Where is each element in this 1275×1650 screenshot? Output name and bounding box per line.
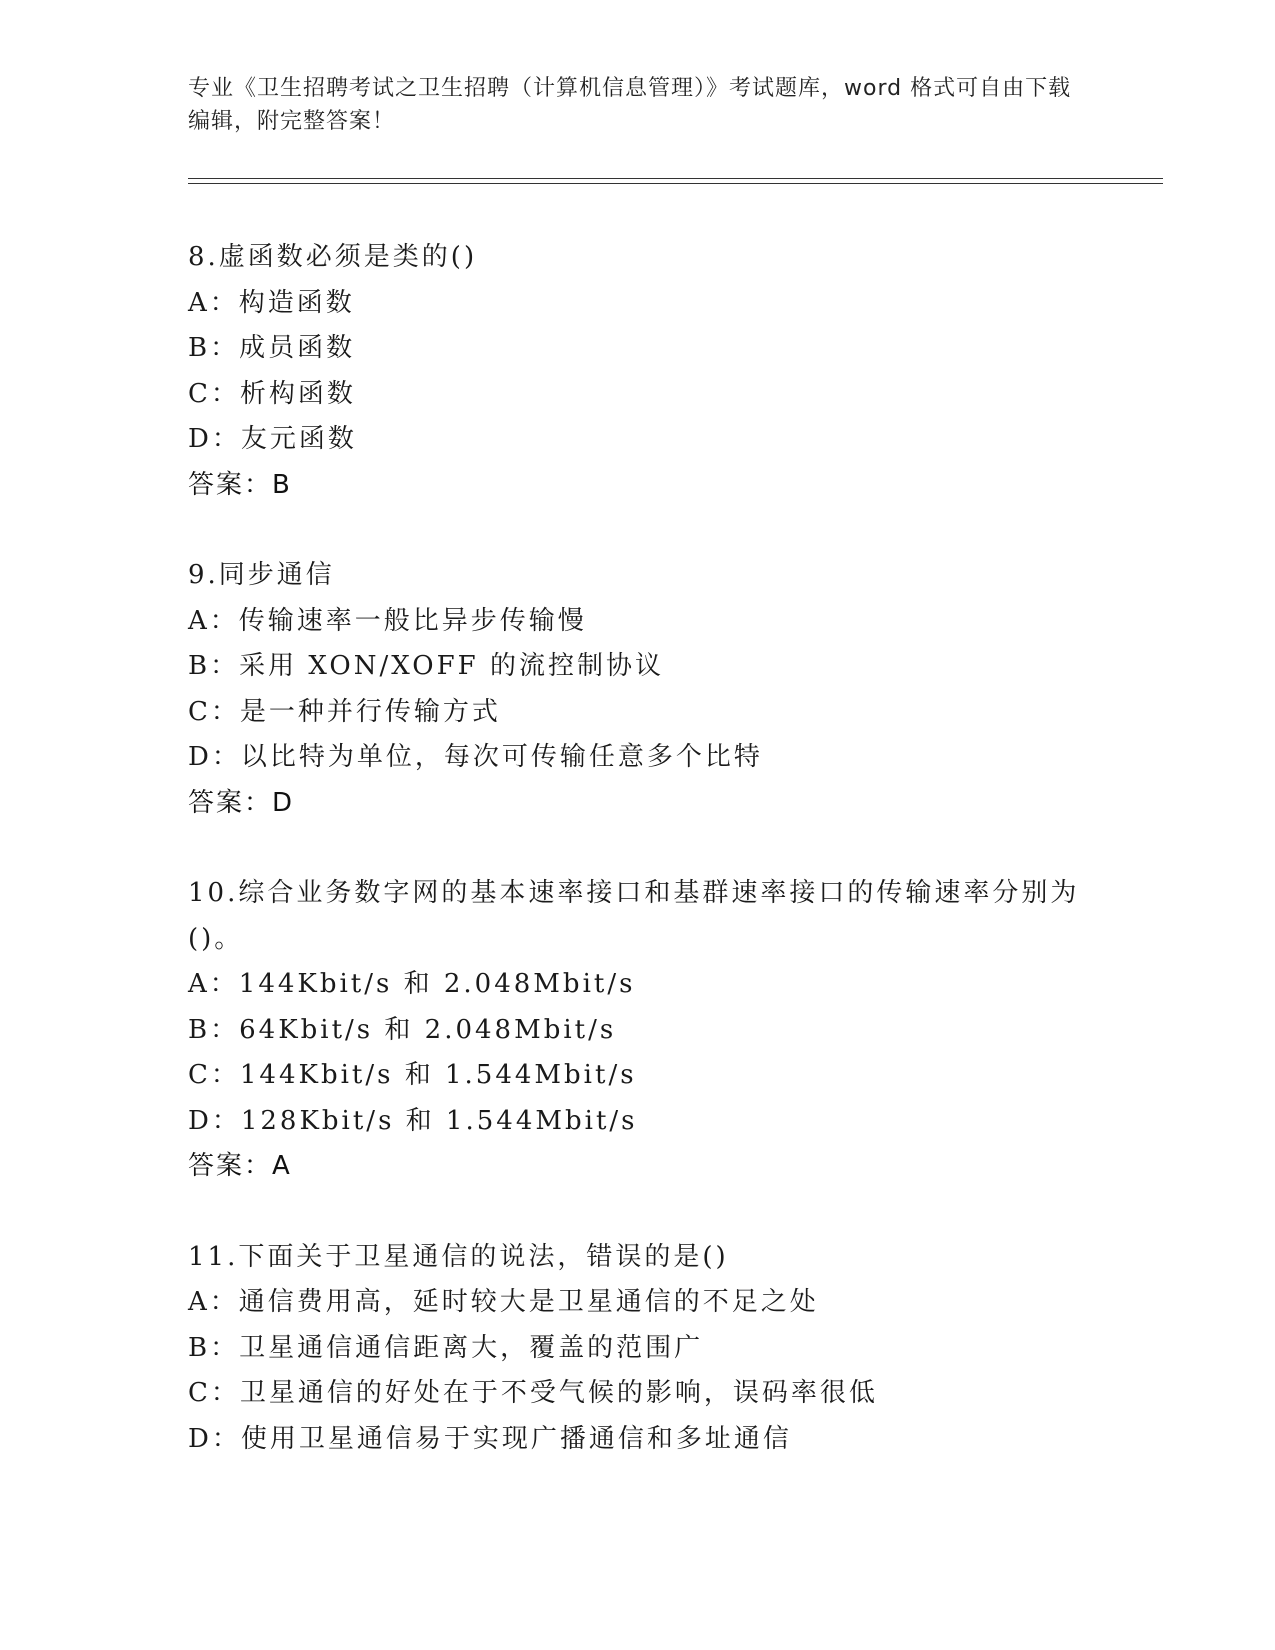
answer-line: 答案：B [188, 469, 292, 500]
option-a: A：通信费用高，延时较大是卫星通信的不足之处 [188, 1287, 819, 1317]
question-11 [188, 1235, 1168, 1463]
question-stem: 11.下面关于卫星通信的说法，错误的是() [188, 1241, 729, 1272]
option-a: A：构造函数 [188, 287, 355, 318]
question-stem: 9.同步通信 [188, 560, 335, 590]
option-d: D：友元函数 [188, 424, 357, 454]
question-stem: 8.虚函数必须是类的() [188, 242, 478, 272]
option-b: B：64Kbit/s 和 2.048Mbit/s [188, 1014, 617, 1045]
question-stem: 10.综合业务数字网的基本速率接口和基群速率接口的传输速率分别为()。 [188, 878, 1080, 954]
question-9 [188, 553, 1168, 826]
option-c: C：是一种并行传输方式 [188, 696, 501, 727]
document-intro: 专业《卫生招聘考试之卫生招聘（计算机信息管理）》考试题库，word 格式可自由下载编辑，附完整答案！ [188, 76, 1072, 134]
header-divider-top [188, 178, 1163, 179]
option-d: D：128Kbit/s 和 1.544Mbit/s [188, 1105, 638, 1136]
question-list [188, 235, 1168, 1507]
option-c: C：卫星通信的好处在于不受气候的影响，误码率很低 [188, 1378, 878, 1408]
option-a: A：传输速率一般比异步传输慢 [188, 605, 587, 636]
answer-line: 答案：A [188, 1151, 292, 1181]
option-a: A：144Kbit/s 和 2.048Mbit/s [188, 969, 636, 999]
option-c: C：144Kbit/s 和 1.544Mbit/s [188, 1060, 637, 1090]
option-d: D：使用卫星通信易于实现广播通信和多址通信 [188, 1423, 792, 1454]
option-b: B：采用 XON/XOFF 的流控制协议 [188, 651, 664, 681]
option-b: B：成员函数 [188, 333, 356, 363]
option-c: C：析构函数 [188, 378, 356, 409]
option-d: D：以比特为单位，每次可传输任意多个比特 [188, 742, 763, 772]
question-8 [188, 235, 1168, 508]
option-b: B：卫星通信通信距离大，覆盖的范围广 [188, 1332, 704, 1363]
answer-line: 答案：D [188, 787, 295, 818]
question-10 [188, 871, 1168, 1190]
header-divider-bottom [188, 183, 1163, 184]
